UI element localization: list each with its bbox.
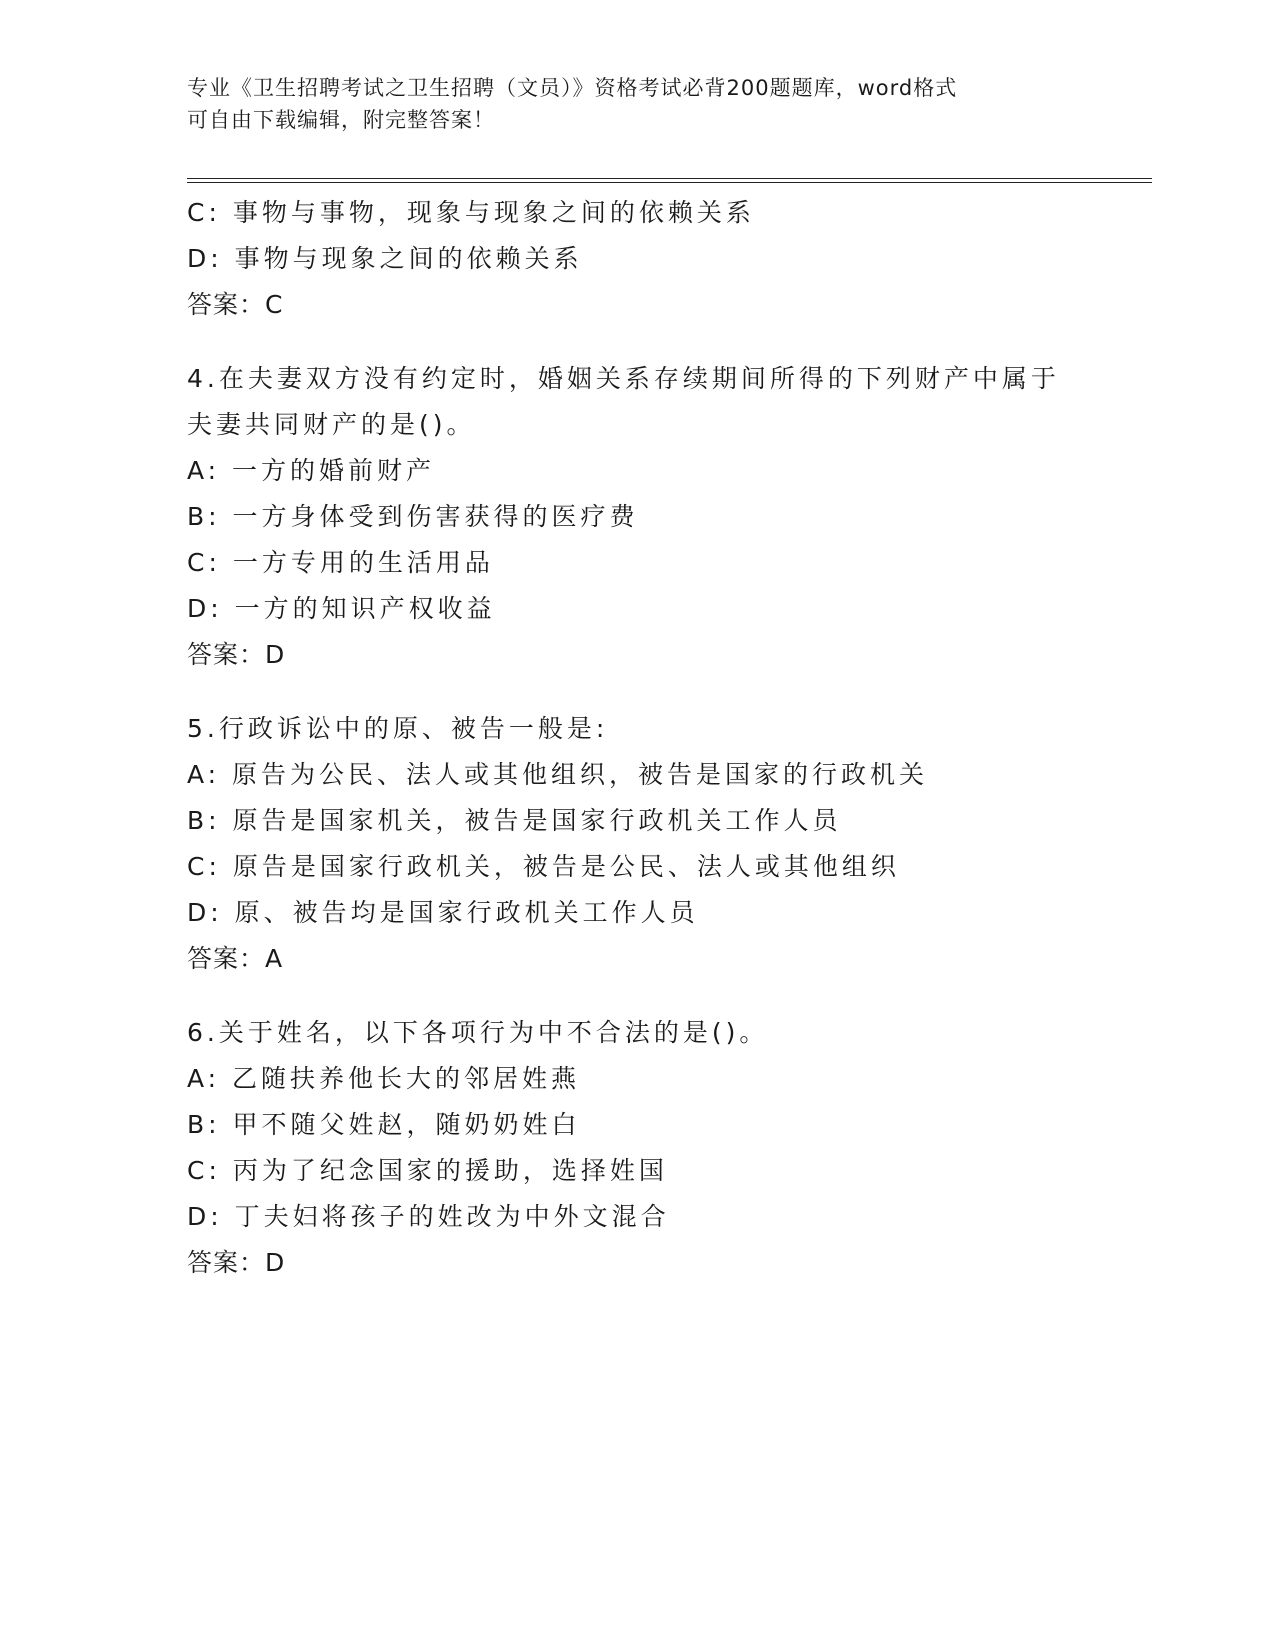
header-line-2: 可自由下载编辑，附完整答案！ xyxy=(187,108,495,132)
question-5 xyxy=(187,706,1147,982)
option-c: C: 丙为了纪念国家的援助，选择姓国 xyxy=(187,1156,668,1185)
question-stem: 4.在夫妻双方没有约定时，婚姻关系存续期间所得的下列财产中属于 xyxy=(187,364,1060,393)
option-a: A: 原告为公民、法人或其他组织，被告是国家的行政机关 xyxy=(187,760,929,789)
option-a: A: 乙随扶养他长大的邻居姓燕 xyxy=(187,1064,581,1093)
option-b: B: 一方身体受到伤害获得的医疗费 xyxy=(187,502,639,531)
question-stem-cont: 夫妻共同财产的是()。 xyxy=(187,410,476,439)
header-line-1: 专业《卫生招聘考试之卫生招聘（文员）》资格考试必背200题题库，word格式 xyxy=(187,76,958,100)
answer: 答案：D xyxy=(187,640,286,669)
answer: 答案：A xyxy=(187,944,284,973)
question-stem: 6.关于姓名，以下各项行为中不合法的是()。 xyxy=(187,1018,769,1047)
answer: 答案：C xyxy=(187,290,284,319)
option-d: D: 丁夫妇将孩子的姓改为中外文混合 xyxy=(187,1202,670,1231)
option-d: D: 一方的知识产权收益 xyxy=(187,594,496,623)
option-d: D: 原、被告均是国家行政机关工作人员 xyxy=(187,898,699,927)
question-3-tail xyxy=(187,190,1147,328)
question-stem: 5.行政诉讼中的原、被告一般是: xyxy=(187,714,609,743)
option-d: D: 事物与现象之间的依赖关系 xyxy=(187,244,583,273)
option-c: C: 原告是国家行政机关，被告是公民、法人或其他组织 xyxy=(187,852,900,881)
answer: 答案：D xyxy=(187,1248,286,1277)
option-c: C: 事物与事物，现象与现象之间的依赖关系 xyxy=(187,198,755,227)
question-6 xyxy=(187,1010,1147,1286)
header-double-rule xyxy=(187,178,1152,183)
option-c: C: 一方专用的生活用品 xyxy=(187,548,494,577)
option-b: B: 甲不随父姓赵，随奶奶姓白 xyxy=(187,1110,581,1139)
document-header xyxy=(187,72,1087,136)
option-b: B: 原告是国家机关，被告是国家行政机关工作人员 xyxy=(187,806,842,835)
question-list xyxy=(187,190,1147,1286)
option-a: A: 一方的婚前财产 xyxy=(187,456,436,485)
question-4 xyxy=(187,356,1147,678)
